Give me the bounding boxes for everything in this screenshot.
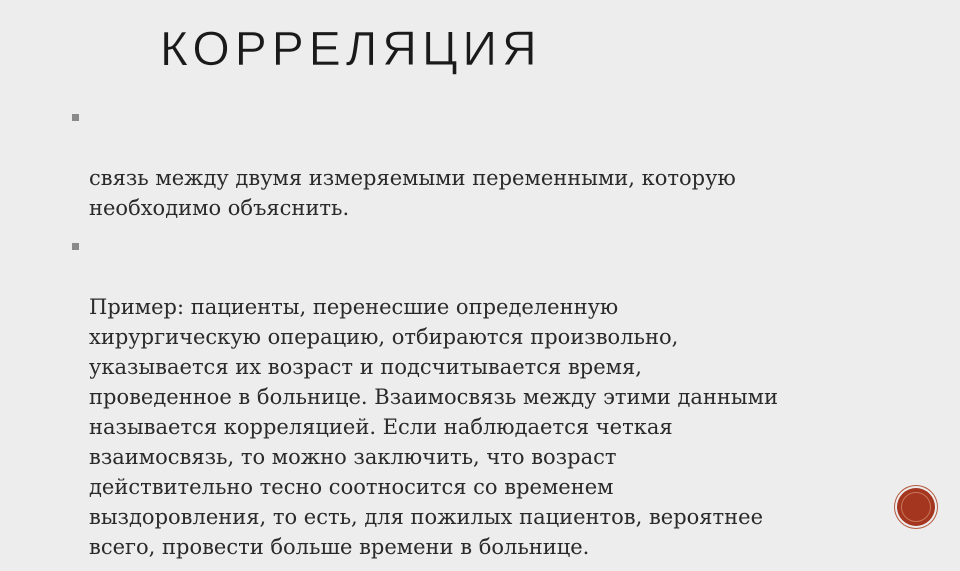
bullet-item-definition [72, 103, 912, 223]
square-bullet-icon [72, 243, 79, 250]
bullet-item-example [72, 232, 912, 562]
bullet-text: связь между двумя измеряемыми переменными, которую необходимо объяснить. [89, 166, 736, 220]
bullet-text: Пример: пациенты, перенесшие определенную хирургическую операцию, отбираются произвольно, указывается их возраст и подсчитывается время, проведенное в больнице. Взаимосвязь между этими данными называется корреляцией. Если наблюдается четкая взаимосвязь, то можно заключить, что возраст действительно тесно соотносится со временем выздоровления, то есть, для пожилых пациентов, вероятнее всего, провести больше времени в больнице. [89, 295, 778, 559]
page-number-badge [897, 488, 935, 526]
square-bullet-icon [72, 114, 79, 121]
bullet-list [72, 103, 912, 571]
slide-title: КОРРЕЛЯЦИЯ [160, 23, 542, 76]
badge-ring-icon [901, 492, 931, 522]
